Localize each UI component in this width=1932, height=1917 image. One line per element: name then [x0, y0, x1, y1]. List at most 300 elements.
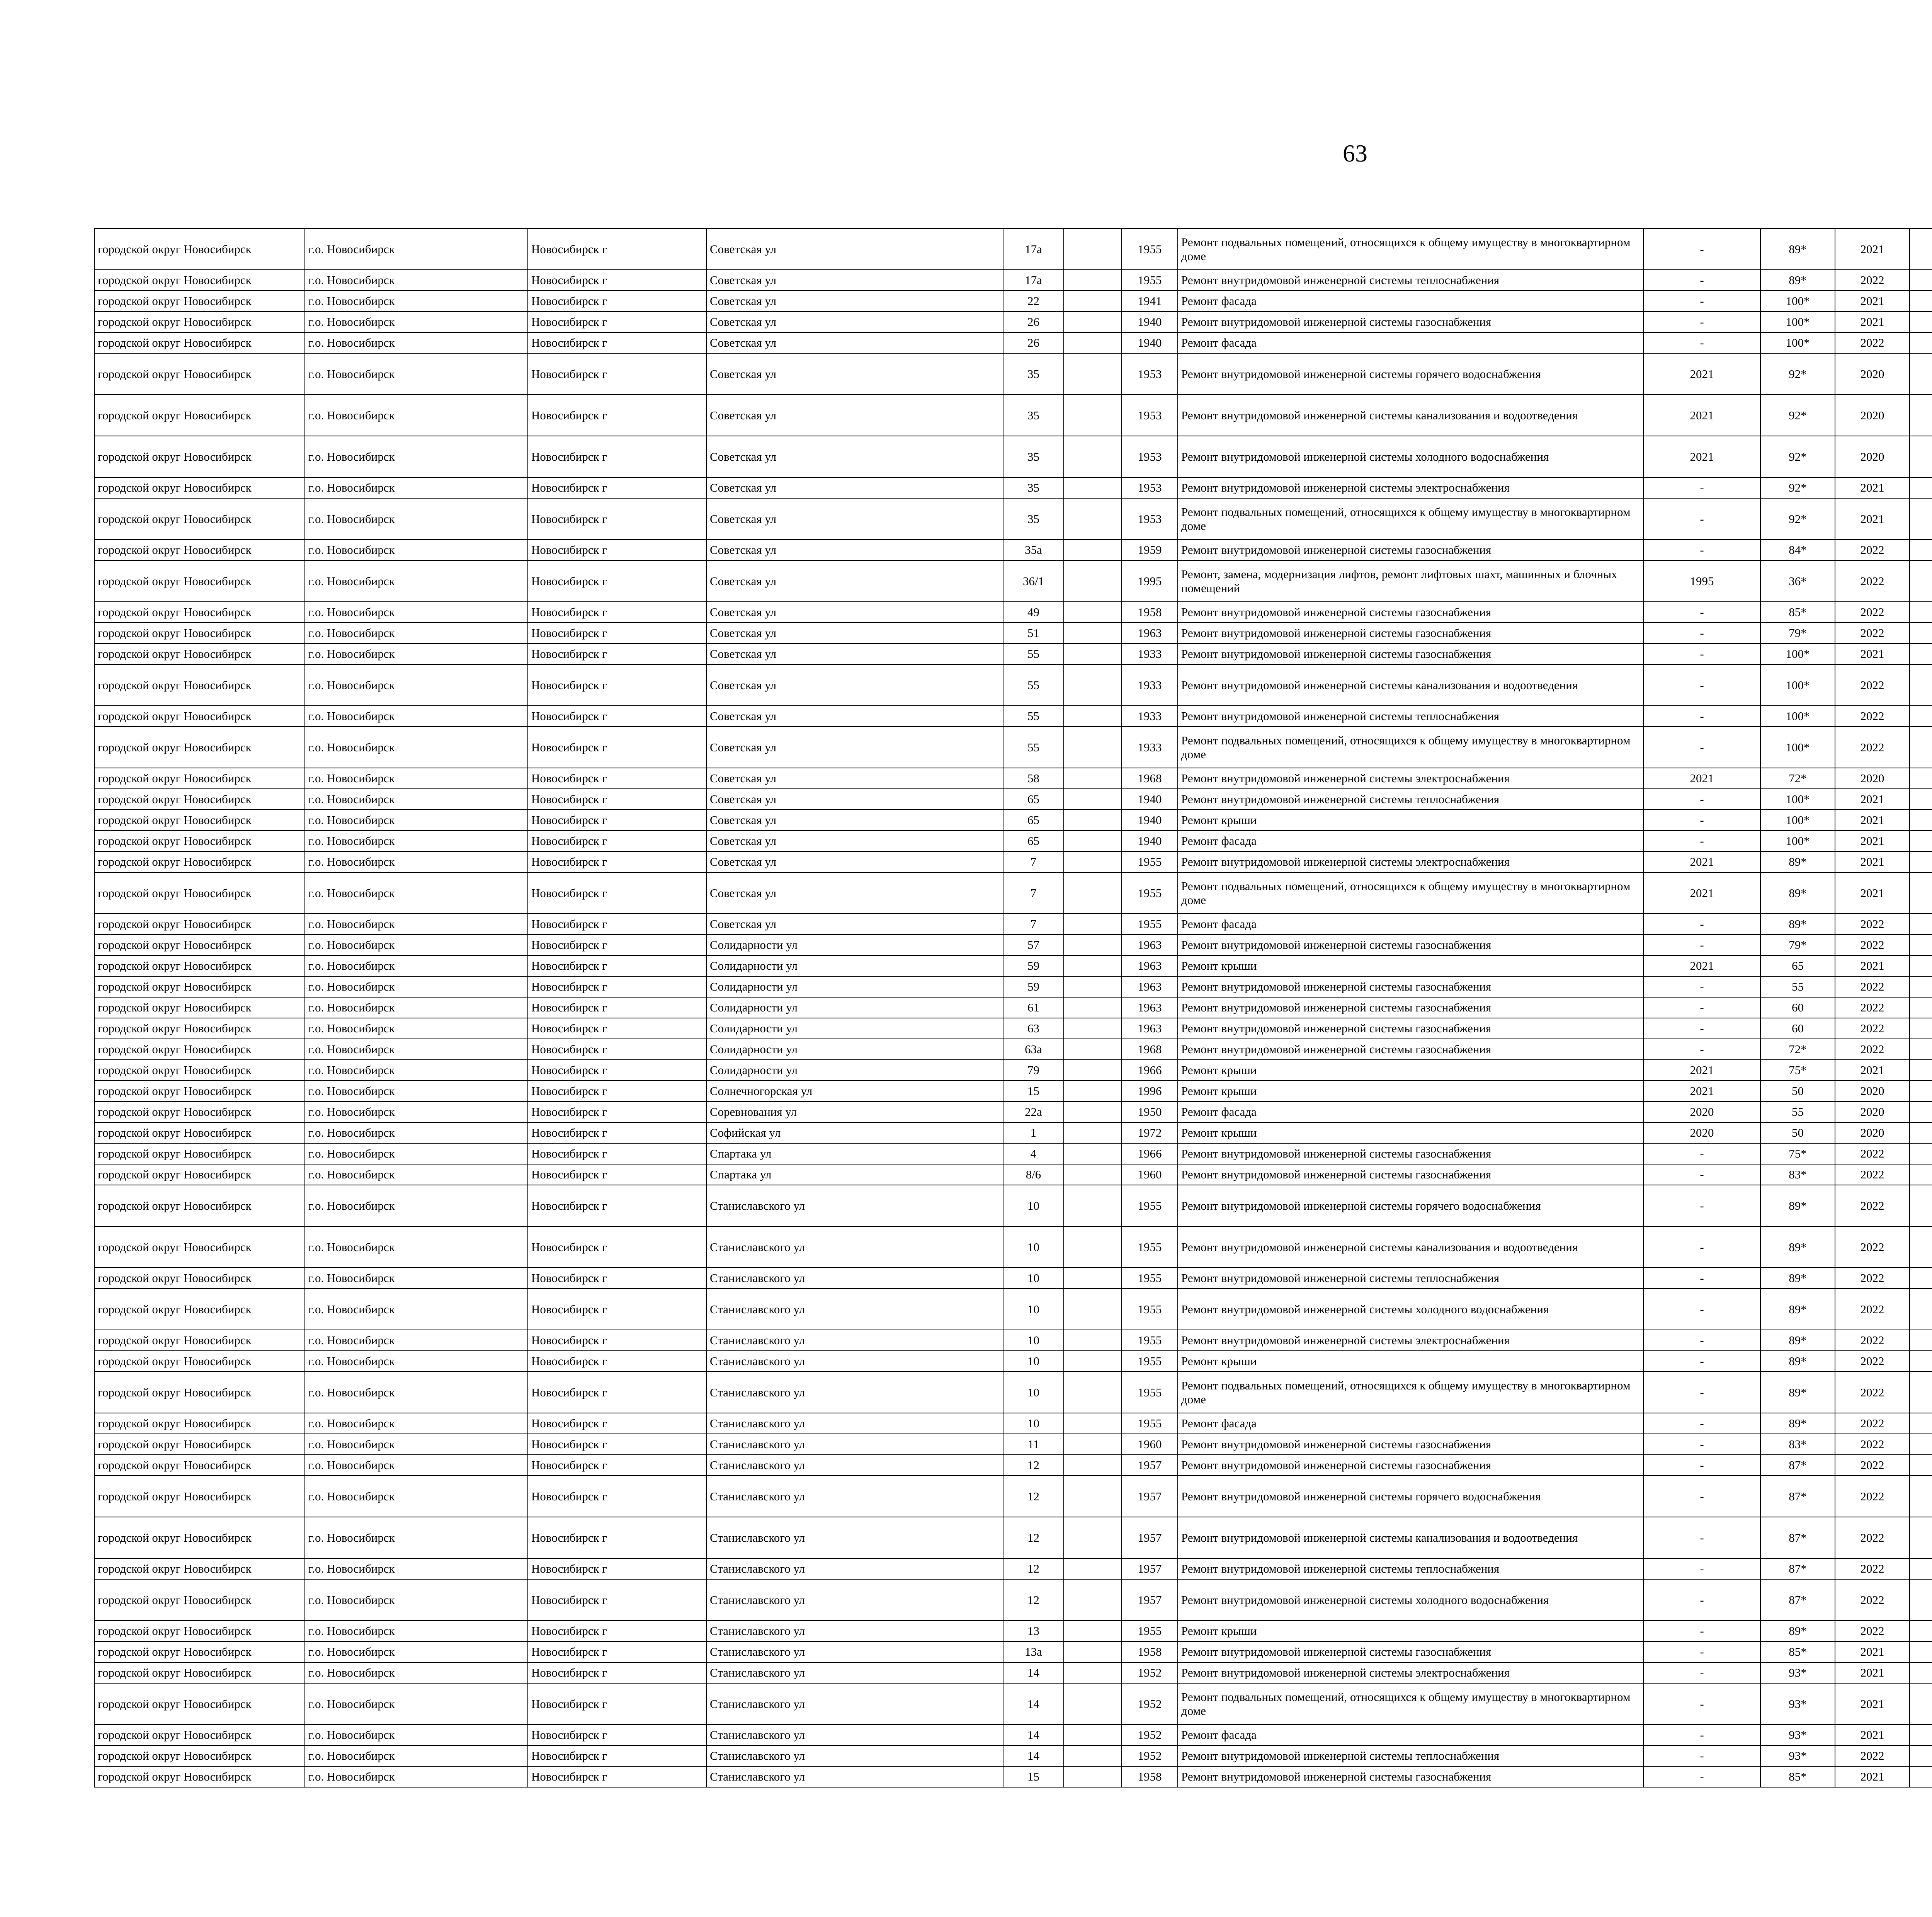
street-cell: Советская ул: [706, 291, 1003, 312]
plan-end-year-cell: [1910, 1662, 1932, 1683]
plan-end-year-cell: [1910, 1289, 1932, 1330]
plan-end-year-cell: [1910, 602, 1932, 623]
city-cell: Новосибирск г: [528, 540, 706, 560]
blank-cell: [1064, 1018, 1122, 1039]
last-repair-year-cell: -: [1643, 727, 1760, 768]
work-type-cell: Ремонт внутридомовой инженерной системы теплоснабжения: [1178, 706, 1643, 727]
plan-start-year-cell: 2022: [1835, 1164, 1910, 1185]
blank-cell: [1064, 1226, 1122, 1268]
city-cell: Новосибирск г: [528, 789, 706, 810]
blank-cell: [1064, 664, 1122, 706]
table-row: [94, 1289, 1932, 1330]
work-type-cell: Ремонт крыши: [1178, 1621, 1643, 1641]
table-row: [94, 955, 1932, 976]
plan-end-year-cell: [1910, 1683, 1932, 1725]
district-cell: городской округ Новосибирск: [94, 706, 305, 727]
work-type-cell: Ремонт внутридомовой инженерной системы газоснабжения: [1178, 1455, 1643, 1476]
wear-percent-cell: 89*: [1760, 851, 1835, 872]
street-cell: Станиславского ул: [706, 1517, 1003, 1558]
house-number-cell: 15: [1003, 1766, 1064, 1787]
house-number-cell: 26: [1003, 332, 1064, 353]
plan-end-year-cell: [1910, 1372, 1932, 1413]
house-number-cell: 14: [1003, 1683, 1064, 1725]
plan-start-year-cell: 2021: [1835, 477, 1910, 498]
plan-end-year-cell: [1910, 664, 1932, 706]
city-cell: Новосибирск г: [528, 1039, 706, 1060]
municipality-cell: г.о. Новосибирск: [305, 498, 528, 540]
plan-end-year-cell: [1910, 1351, 1932, 1372]
plan-start-year-cell: 2021: [1835, 1641, 1910, 1662]
work-type-cell: Ремонт внутридомовой инженерной системы горячего водоснабжения: [1178, 1185, 1643, 1226]
build-year-cell: 1957: [1122, 1455, 1178, 1476]
plan-start-year-cell: 2022: [1835, 1268, 1910, 1289]
table-row: [94, 291, 1932, 312]
municipality-cell: г.о. Новосибирск: [305, 1039, 528, 1060]
table-row: [94, 997, 1932, 1018]
work-type-cell: Ремонт внутридомовой инженерной системы канализования и водоотведения: [1178, 664, 1643, 706]
wear-percent-cell: 87*: [1760, 1455, 1835, 1476]
wear-percent-cell: 92*: [1760, 353, 1835, 395]
municipality-cell: г.о. Новосибирск: [305, 810, 528, 831]
build-year-cell: 1953: [1122, 436, 1178, 477]
table-row: [94, 1725, 1932, 1745]
plan-end-year-cell: [1910, 1476, 1932, 1517]
table-row: [94, 353, 1932, 395]
plan-end-year-cell: [1910, 1579, 1932, 1621]
blank-cell: [1064, 291, 1122, 312]
municipality-cell: г.о. Новосибирск: [305, 914, 528, 935]
wear-percent-cell: 92*: [1760, 395, 1835, 436]
plan-start-year-cell: 2022: [1835, 1039, 1910, 1060]
district-cell: городской округ Новосибирск: [94, 872, 305, 914]
plan-start-year-cell: 2022: [1835, 1455, 1910, 1476]
plan-end-year-cell: [1910, 1745, 1932, 1766]
municipality-cell: г.о. Новосибирск: [305, 1476, 528, 1517]
house-number-cell: 55: [1003, 644, 1064, 664]
plan-start-year-cell: 2021: [1835, 1725, 1910, 1745]
plan-start-year-cell: 2022: [1835, 1434, 1910, 1455]
wear-percent-cell: 72*: [1760, 768, 1835, 789]
plan-end-year-cell: [1910, 1060, 1932, 1081]
last-repair-year-cell: -: [1643, 831, 1760, 851]
plan-start-year-cell: 2022: [1835, 935, 1910, 955]
work-type-cell: Ремонт фасада: [1178, 291, 1643, 312]
plan-start-year-cell: 2022: [1835, 976, 1910, 997]
plan-start-year-cell: 2020: [1835, 436, 1910, 477]
work-type-cell: Ремонт внутридомовой инженерной системы газоснабжения: [1178, 976, 1643, 997]
district-cell: городской округ Новосибирск: [94, 228, 305, 270]
last-repair-year-cell: -: [1643, 1745, 1760, 1766]
blank-cell: [1064, 623, 1122, 644]
work-type-cell: Ремонт фасада: [1178, 914, 1643, 935]
build-year-cell: 1957: [1122, 1517, 1178, 1558]
wear-percent-cell: 87*: [1760, 1579, 1835, 1621]
table-row: [94, 727, 1932, 768]
blank-cell: [1064, 353, 1122, 395]
street-cell: Советская ул: [706, 851, 1003, 872]
work-type-cell: Ремонт внутридомовой инженерной системы электроснабжения: [1178, 1662, 1643, 1683]
work-type-cell: Ремонт, замена, модернизация лифтов, ремонт лифтовых шахт, машинных и блочных помещений: [1178, 560, 1643, 602]
wear-percent-cell: 89*: [1760, 228, 1835, 270]
street-cell: Советская ул: [706, 395, 1003, 436]
last-repair-year-cell: -: [1643, 228, 1760, 270]
plan-end-year-cell: [1910, 540, 1932, 560]
house-number-cell: 65: [1003, 831, 1064, 851]
municipality-cell: г.о. Новосибирск: [305, 706, 528, 727]
wear-percent-cell: 85*: [1760, 1641, 1835, 1662]
plan-start-year-cell: 2021: [1835, 955, 1910, 976]
plan-end-year-cell: [1910, 560, 1932, 602]
work-type-cell: Ремонт внутридомовой инженерной системы холодного водоснабжения: [1178, 1289, 1643, 1330]
street-cell: Советская ул: [706, 810, 1003, 831]
city-cell: Новосибирск г: [528, 1455, 706, 1476]
work-type-cell: Ремонт подвальных помещений, относящихся к общему имуществу в многоквартирном доме: [1178, 727, 1643, 768]
house-number-cell: 22а: [1003, 1102, 1064, 1122]
city-cell: Новосибирск г: [528, 1641, 706, 1662]
last-repair-year-cell: -: [1643, 1725, 1760, 1745]
street-cell: Станиславского ул: [706, 1725, 1003, 1745]
plan-end-year-cell: [1910, 789, 1932, 810]
work-type-cell: Ремонт подвальных помещений, относящихся к общему имуществу в многоквартирном доме: [1178, 1683, 1643, 1725]
street-cell: Солидарности ул: [706, 976, 1003, 997]
plan-end-year-cell: [1910, 1766, 1932, 1787]
table-row: [94, 914, 1932, 935]
plan-start-year-cell: 2022: [1835, 560, 1910, 602]
build-year-cell: 1960: [1122, 1164, 1178, 1185]
wear-percent-cell: 89*: [1760, 1330, 1835, 1351]
table-row: [94, 1164, 1932, 1185]
street-cell: Станиславского ул: [706, 1268, 1003, 1289]
work-type-cell: Ремонт внутридомовой инженерной системы электроснабжения: [1178, 1330, 1643, 1351]
work-type-cell: Ремонт внутридомовой инженерной системы газоснабжения: [1178, 935, 1643, 955]
city-cell: Новосибирск г: [528, 1351, 706, 1372]
house-number-cell: 65: [1003, 810, 1064, 831]
street-cell: Советская ул: [706, 872, 1003, 914]
work-type-cell: Ремонт внутридомовой инженерной системы горячего водоснабжения: [1178, 353, 1643, 395]
table-row: [94, 1579, 1932, 1621]
plan-end-year-cell: [1910, 1558, 1932, 1579]
repair-schedule-table: [94, 228, 1932, 1788]
street-cell: Советская ул: [706, 353, 1003, 395]
street-cell: Спартака ул: [706, 1143, 1003, 1164]
table-row: [94, 602, 1932, 623]
wear-percent-cell: 79*: [1760, 623, 1835, 644]
build-year-cell: 1955: [1122, 1226, 1178, 1268]
city-cell: Новосибирск г: [528, 270, 706, 291]
plan-end-year-cell: [1910, 914, 1932, 935]
last-repair-year-cell: 2021: [1643, 436, 1760, 477]
blank-cell: [1064, 997, 1122, 1018]
city-cell: Новосибирск г: [528, 1476, 706, 1517]
last-repair-year-cell: -: [1643, 602, 1760, 623]
blank-cell: [1064, 1268, 1122, 1289]
work-type-cell: Ремонт внутридомовой инженерной системы газоснабжения: [1178, 997, 1643, 1018]
wear-percent-cell: 83*: [1760, 1434, 1835, 1455]
house-number-cell: 10: [1003, 1268, 1064, 1289]
street-cell: Солидарности ул: [706, 935, 1003, 955]
build-year-cell: 1958: [1122, 602, 1178, 623]
plan-start-year-cell: 2021: [1835, 1766, 1910, 1787]
plan-start-year-cell: 2022: [1835, 1372, 1910, 1413]
plan-start-year-cell: 2022: [1835, 540, 1910, 560]
district-cell: городской округ Новосибирск: [94, 602, 305, 623]
blank-cell: [1064, 1164, 1122, 1185]
blank-cell: [1064, 436, 1122, 477]
last-repair-year-cell: -: [1643, 1621, 1760, 1641]
street-cell: Станиславского ул: [706, 1330, 1003, 1351]
wear-percent-cell: 89*: [1760, 270, 1835, 291]
wear-percent-cell: 89*: [1760, 914, 1835, 935]
plan-end-year-cell: [1910, 810, 1932, 831]
plan-end-year-cell: [1910, 623, 1932, 644]
house-number-cell: 55: [1003, 706, 1064, 727]
district-cell: городской округ Новосибирск: [94, 1143, 305, 1164]
city-cell: Новосибирск г: [528, 623, 706, 644]
street-cell: Станиславского ул: [706, 1185, 1003, 1226]
city-cell: Новосибирск г: [528, 1185, 706, 1226]
plan-start-year-cell: 2022: [1835, 1413, 1910, 1434]
table-row: [94, 1351, 1932, 1372]
plan-end-year-cell: [1910, 1434, 1932, 1455]
plan-start-year-cell: 2022: [1835, 1621, 1910, 1641]
street-cell: Станиславского ул: [706, 1372, 1003, 1413]
table-row: [94, 831, 1932, 851]
municipality-cell: г.о. Новосибирск: [305, 477, 528, 498]
build-year-cell: 1966: [1122, 1143, 1178, 1164]
wear-percent-cell: 100*: [1760, 810, 1835, 831]
district-cell: городской округ Новосибирск: [94, 851, 305, 872]
blank-cell: [1064, 1081, 1122, 1102]
last-repair-year-cell: -: [1643, 997, 1760, 1018]
wear-percent-cell: 100*: [1760, 706, 1835, 727]
district-cell: городской округ Новосибирск: [94, 1164, 305, 1185]
plan-end-year-cell: [1910, 935, 1932, 955]
blank-cell: [1064, 1185, 1122, 1226]
work-type-cell: Ремонт фасада: [1178, 1102, 1643, 1122]
plan-start-year-cell: 2020: [1835, 1122, 1910, 1143]
table-row: [94, 1330, 1932, 1351]
wear-percent-cell: 92*: [1760, 477, 1835, 498]
house-number-cell: 36/1: [1003, 560, 1064, 602]
municipality-cell: г.о. Новосибирск: [305, 436, 528, 477]
build-year-cell: 1996: [1122, 1081, 1178, 1102]
district-cell: городской округ Новосибирск: [94, 560, 305, 602]
blank-cell: [1064, 706, 1122, 727]
plan-end-year-cell: [1910, 831, 1932, 851]
build-year-cell: 1960: [1122, 1434, 1178, 1455]
wear-percent-cell: 87*: [1760, 1558, 1835, 1579]
blank-cell: [1064, 1060, 1122, 1081]
table-row: [94, 706, 1932, 727]
wear-percent-cell: 93*: [1760, 1745, 1835, 1766]
table-row: [94, 1018, 1932, 1039]
work-type-cell: Ремонт подвальных помещений, относящихся к общему имуществу в многоквартирном доме: [1178, 228, 1643, 270]
blank-cell: [1064, 1413, 1122, 1434]
district-cell: городской округ Новосибирск: [94, 540, 305, 560]
street-cell: Советская ул: [706, 498, 1003, 540]
district-cell: городской округ Новосибирск: [94, 332, 305, 353]
wear-percent-cell: 75*: [1760, 1060, 1835, 1081]
build-year-cell: 1952: [1122, 1745, 1178, 1766]
municipality-cell: г.о. Новосибирск: [305, 768, 528, 789]
work-type-cell: Ремонт фасада: [1178, 1725, 1643, 1745]
house-number-cell: 17а: [1003, 228, 1064, 270]
city-cell: Новосибирск г: [528, 1413, 706, 1434]
district-cell: городской округ Новосибирск: [94, 1018, 305, 1039]
build-year-cell: 1966: [1122, 1060, 1178, 1081]
city-cell: Новосибирск г: [528, 1517, 706, 1558]
last-repair-year-cell: -: [1643, 1143, 1760, 1164]
district-cell: городской округ Новосибирск: [94, 1641, 305, 1662]
street-cell: Станиславского ул: [706, 1558, 1003, 1579]
build-year-cell: 1941: [1122, 291, 1178, 312]
municipality-cell: г.о. Новосибирск: [305, 1641, 528, 1662]
plan-start-year-cell: 2022: [1835, 1558, 1910, 1579]
table-row: [94, 1185, 1932, 1226]
wear-percent-cell: 60: [1760, 1018, 1835, 1039]
district-cell: городской округ Новосибирск: [94, 1289, 305, 1330]
city-cell: Новосибирск г: [528, 1766, 706, 1787]
plan-start-year-cell: 2021: [1835, 851, 1910, 872]
municipality-cell: г.о. Новосибирск: [305, 395, 528, 436]
work-type-cell: Ремонт фасада: [1178, 332, 1643, 353]
plan-start-year-cell: 2021: [1835, 312, 1910, 332]
house-number-cell: 14: [1003, 1662, 1064, 1683]
plan-start-year-cell: 2021: [1835, 872, 1910, 914]
last-repair-year-cell: 2021: [1643, 1081, 1760, 1102]
district-cell: городской округ Новосибирск: [94, 644, 305, 664]
work-type-cell: Ремонт внутридомовой инженерной системы канализования и водоотведения: [1178, 1517, 1643, 1558]
table-row: [94, 312, 1932, 332]
work-type-cell: Ремонт крыши: [1178, 1351, 1643, 1372]
plan-end-year-cell: [1910, 1621, 1932, 1641]
plan-end-year-cell: [1910, 1185, 1932, 1226]
city-cell: Новосибирск г: [528, 1060, 706, 1081]
build-year-cell: 1955: [1122, 1621, 1178, 1641]
plan-end-year-cell: [1910, 312, 1932, 332]
blank-cell: [1064, 332, 1122, 353]
district-cell: городской округ Новосибирск: [94, 1745, 305, 1766]
last-repair-year-cell: -: [1643, 644, 1760, 664]
plan-start-year-cell: 2022: [1835, 1517, 1910, 1558]
city-cell: Новосибирск г: [528, 768, 706, 789]
district-cell: городской округ Новосибирск: [94, 997, 305, 1018]
city-cell: Новосибирск г: [528, 436, 706, 477]
last-repair-year-cell: -: [1643, 1517, 1760, 1558]
blank-cell: [1064, 1102, 1122, 1122]
municipality-cell: г.о. Новосибирск: [305, 1185, 528, 1226]
city-cell: Новосибирск г: [528, 291, 706, 312]
house-number-cell: 35: [1003, 477, 1064, 498]
city-cell: Новосибирск г: [528, 851, 706, 872]
blank-cell: [1064, 1725, 1122, 1745]
plan-end-year-cell: [1910, 727, 1932, 768]
table-row: [94, 436, 1932, 477]
street-cell: Советская ул: [706, 664, 1003, 706]
blank-cell: [1064, 540, 1122, 560]
wear-percent-cell: 89*: [1760, 1268, 1835, 1289]
city-cell: Новосибирск г: [528, 955, 706, 976]
plan-end-year-cell: [1910, 1102, 1932, 1122]
build-year-cell: 1955: [1122, 872, 1178, 914]
plan-end-year-cell: [1910, 291, 1932, 312]
build-year-cell: 1952: [1122, 1725, 1178, 1745]
plan-start-year-cell: 2022: [1835, 623, 1910, 644]
last-repair-year-cell: 2021: [1643, 851, 1760, 872]
plan-end-year-cell: [1910, 997, 1932, 1018]
house-number-cell: 10: [1003, 1372, 1064, 1413]
blank-cell: [1064, 1662, 1122, 1683]
plan-end-year-cell: [1910, 436, 1932, 477]
district-cell: городской округ Новосибирск: [94, 1081, 305, 1102]
plan-start-year-cell: 2021: [1835, 228, 1910, 270]
plan-end-year-cell: [1910, 1413, 1932, 1434]
work-type-cell: Ремонт крыши: [1178, 810, 1643, 831]
last-repair-year-cell: -: [1643, 914, 1760, 935]
plan-start-year-cell: 2020: [1835, 768, 1910, 789]
blank-cell: [1064, 1122, 1122, 1143]
wear-percent-cell: 83*: [1760, 1164, 1835, 1185]
house-number-cell: 10: [1003, 1351, 1064, 1372]
table-row: [94, 1081, 1932, 1102]
build-year-cell: 1968: [1122, 1039, 1178, 1060]
wear-percent-cell: 36*: [1760, 560, 1835, 602]
house-number-cell: 14: [1003, 1725, 1064, 1745]
city-cell: Новосибирск г: [528, 872, 706, 914]
district-cell: городской округ Новосибирск: [94, 1039, 305, 1060]
plan-start-year-cell: 2022: [1835, 1351, 1910, 1372]
district-cell: городской округ Новосибирск: [94, 1434, 305, 1455]
work-type-cell: Ремонт внутридомовой инженерной системы теплоснабжения: [1178, 1558, 1643, 1579]
street-cell: Станиславского ул: [706, 1289, 1003, 1330]
table-row: [94, 1621, 1932, 1641]
wear-percent-cell: 75*: [1760, 1143, 1835, 1164]
blank-cell: [1064, 1351, 1122, 1372]
city-cell: Новосибирск г: [528, 935, 706, 955]
last-repair-year-cell: -: [1643, 1413, 1760, 1434]
street-cell: Советская ул: [706, 540, 1003, 560]
house-number-cell: 7: [1003, 914, 1064, 935]
work-type-cell: Ремонт внутридомовой инженерной системы электроснабжения: [1178, 768, 1643, 789]
city-cell: Новосибирск г: [528, 1268, 706, 1289]
build-year-cell: 1953: [1122, 353, 1178, 395]
work-type-cell: Ремонт внутридомовой инженерной системы теплоснабжения: [1178, 1745, 1643, 1766]
municipality-cell: г.о. Новосибирск: [305, 1268, 528, 1289]
plan-end-year-cell: [1910, 1330, 1932, 1351]
blank-cell: [1064, 270, 1122, 291]
work-type-cell: Ремонт внутридомовой инженерной системы газоснабжения: [1178, 1641, 1643, 1662]
plan-end-year-cell: [1910, 976, 1932, 997]
wear-percent-cell: 72*: [1760, 1039, 1835, 1060]
plan-start-year-cell: 2020: [1835, 395, 1910, 436]
table-row: [94, 1683, 1932, 1725]
last-repair-year-cell: -: [1643, 1683, 1760, 1725]
table-row: [94, 768, 1932, 789]
street-cell: Солидарности ул: [706, 997, 1003, 1018]
city-cell: Новосибирск г: [528, 997, 706, 1018]
wear-percent-cell: 89*: [1760, 1372, 1835, 1413]
district-cell: городской округ Новосибирск: [94, 664, 305, 706]
table-row: [94, 560, 1932, 602]
last-repair-year-cell: -: [1643, 1039, 1760, 1060]
table-row: [94, 1060, 1932, 1081]
district-cell: городской округ Новосибирск: [94, 831, 305, 851]
plan-end-year-cell: [1910, 1164, 1932, 1185]
district-cell: городской округ Новосибирск: [94, 498, 305, 540]
wear-percent-cell: 65: [1760, 955, 1835, 976]
table-row: [94, 1476, 1932, 1517]
plan-start-year-cell: 2022: [1835, 1476, 1910, 1517]
